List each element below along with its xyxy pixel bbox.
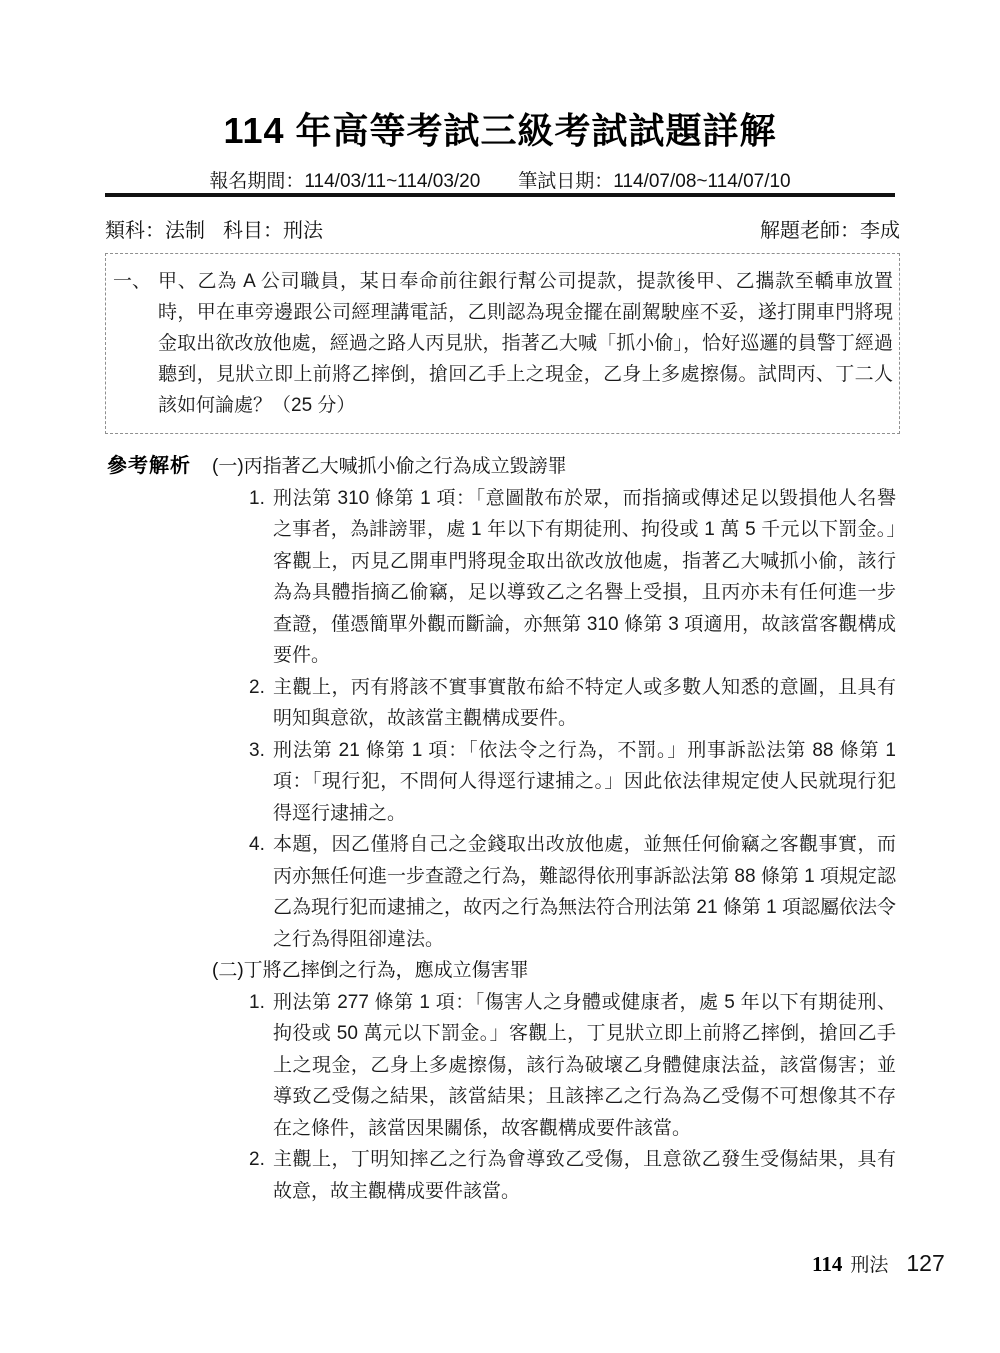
- item-text: 主觀上，丁明知摔乙之行為會導致乙受傷，且意欲乙發生受傷結果，具有故意，故主觀構成要件該當。: [273, 1149, 896, 1202]
- question-number: 一、: [113, 271, 152, 292]
- analysis-item: [212, 1144, 896, 1207]
- subject-label: 科目：刑法: [223, 220, 323, 242]
- exam-dates-row: [0, 166, 1000, 193]
- footer-year: 114: [812, 1252, 843, 1276]
- item-number: 1.: [249, 487, 265, 509]
- written-exam-date: 筆試日期：114/07/08~114/07/10: [518, 171, 791, 192]
- item-text: 刑法第 277 條第 1 項：「傷害人之身體或健康者，處 5 年以下有期徒刑、拘役或 50 萬元以下罰金。」客觀上，丁見狀立即上前將乙摔倒，搶回乙手上之現金，乙身上多處擦傷，該行為破壞乙身體健康法益，該當傷害；並導致乙受傷之結果，該當結果；且該摔乙之行為為乙受傷不可想像其不存在之條件，該當因果關係，故客觀構成要件該當。: [273, 991, 896, 1139]
- analysis-item: [212, 672, 896, 735]
- item-number: 1.: [249, 991, 265, 1013]
- item-text: 本題，因乙僅將自己之金錢取出改放他處，並無任何偷竊之客觀事實，而丙亦無任何進一步查證之行為，難認得依刑事訴訟法第 88 條第 1 項規定認乙為現行犯而逮捕之，故丙之行為無法符合刑法第 21 條第 1 項認屬依法令之行為得阻卻違法。: [273, 834, 896, 950]
- analysis-content: [212, 451, 896, 1207]
- header-divider: [105, 193, 895, 197]
- solver-label: 解題老師：李成: [760, 220, 900, 242]
- registration-period: 報名期間：114/03/11~114/03/20: [209, 171, 481, 192]
- item-number: 2.: [249, 1149, 265, 1170]
- analysis-item: [212, 829, 896, 955]
- category-label: 類科：法制: [105, 220, 205, 242]
- item-number: 4.: [249, 834, 265, 855]
- analysis-section: [105, 451, 900, 1207]
- analysis-item: [212, 987, 896, 1145]
- item-text: 刑法第 21 條第 1 項：「依法令之行為，不罰。」刑事訴訟法第 88 條第 1 項：「現行犯，不問何人得逕行逮捕之。」因此依法律規定使人民就現行犯得逕行逮捕之。: [273, 739, 896, 824]
- analysis-heading-1: (一)丙指著乙大喊抓小偷之行為成立毀謗罪: [212, 456, 567, 477]
- item-number: 2.: [249, 676, 265, 698]
- page-footer: [812, 1250, 945, 1277]
- question-box: [105, 253, 900, 434]
- analysis-label: 參考解析: [107, 455, 191, 477]
- meta-left: [105, 214, 323, 243]
- footer-subject: 刑法: [850, 1255, 889, 1276]
- question-text: 甲、乙為 A 公司職員，某日奉命前往銀行幫公司提款，提款後甲、乙攜款至轎車放置時，甲在車旁邊跟公司經理講電話，乙則認為現金擺在副駕駛座不妥，遂打開車門將現金取出欲改放他處，經過之路人丙見狀，指著乙大喊「抓小偷」，恰好巡邏的員警丁經過聽到，見狀立即上前將乙摔倒，搶回乙手上之現金，乙身上多處擦傷。試問丙、丁二人該如何論處？（25 分）: [158, 271, 893, 416]
- analysis-item: [212, 735, 896, 830]
- item-text: 主觀上，丙有將該不實事實散布給不特定人或多數人知悉的意圖，且具有明知與意欲，故該當主觀構成要件。: [273, 676, 896, 729]
- question-row: [113, 266, 893, 421]
- item-number: 3.: [249, 739, 265, 761]
- analysis-heading-2: (二)丁將乙摔倒之行為，應成立傷害罪: [212, 960, 529, 981]
- meta-row: [105, 214, 900, 243]
- item-text: 刑法第 310 條第 1 項：「意圖散布於眾，而指摘或傳述足以毀損他人名譽之事者，為誹謗罪，處 1 年以下有期徒刑、拘役或 1 萬 5 千元以下罰金。」客觀上，丙見乙開車門將現金取出欲改放他處，指著乙大喊抓小偷，該行為為具體指摘乙偷竊，足以導致乙之名譽上受損，且丙亦未有任何進一步查證，僅憑簡單外觀而斷論，亦無第 310 條第 3 項適用，故該當客觀構成要件。: [273, 487, 896, 666]
- analysis-item: [212, 483, 896, 672]
- page-title: 114 年高等考試三級考試試題詳解: [223, 110, 777, 151]
- footer-page-number: 127: [906, 1250, 945, 1276]
